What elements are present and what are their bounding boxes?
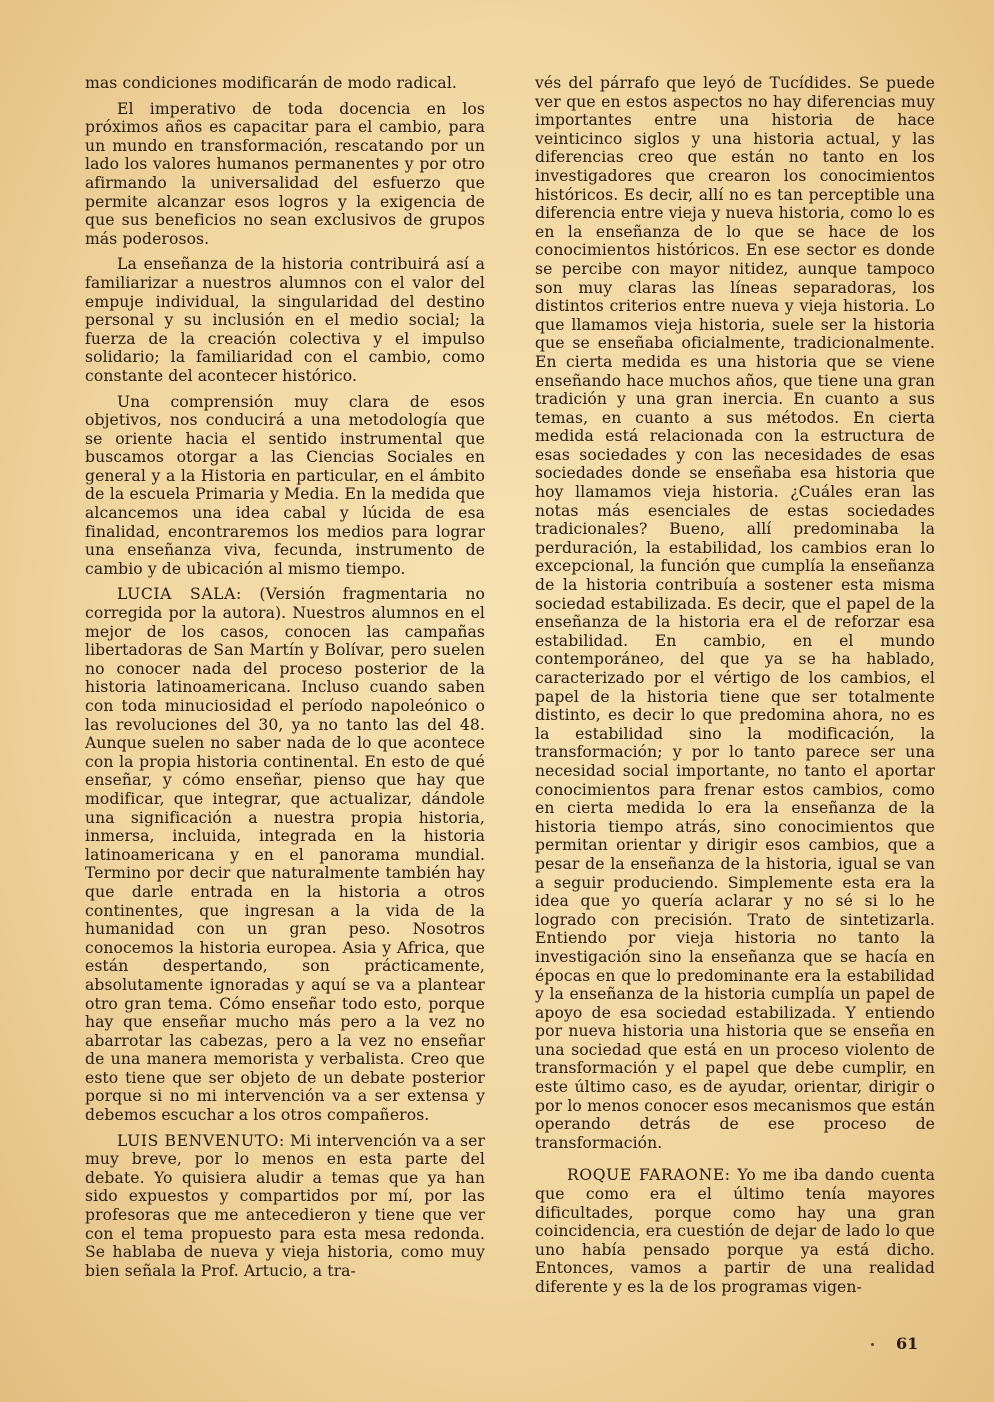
page-number-dot (871, 1343, 874, 1346)
paragraph: mas condiciones modificarán de modo radical. (85, 74, 457, 92)
speaker-paragraph-sala (85, 585, 485, 1124)
left-column (85, 74, 485, 1287)
paragraph: vés del párrafo que leyó de Tucídides. Se puede ver que en estos aspectos no hay diferencias muy importantes entre una historia de hace veinticinco siglos y una historia actual, y las diferencias creo que están no tanto en los investigadores que crearon los conocimientos históricos. Es decir, allí no es tan perceptible una diferencia entre vieja y nueva historia, como lo es en la enseñanza de lo que se hace de los conocimientos históricos. En ese sector es donde se percibe con mayor nitidez, aunque tampoco son muy claras las líneas separadoras, los distintos criterios entre nueva y vieja historia. Lo que llamamos vieja historia, suele ser la historia que se enseñaba oficialmente, tradicionalmente. En cierta medida es una historia que se viene enseñando hace muchos años, que tiene una gran tradición y una gran inercia. En cuanto a sus temas, en cuanto a sus métodos. En cierta medida está relacionada con la estructura de esas sociedades y con las necesidades de esas sociedades donde se enseñaba esa historia que hoy llamamos vieja historia. ¿Cuáles eran las notas más esenciales de estas sociedades tradicionales? Bueno, allí predominaba la perduración, la estabilidad, los cambios eran lo excepcional, la función que cumplía la enseñanza de la historia contribuía a sostener esta misma sociedad estabilizada. Es decir, que el papel de la enseñanza de la historia era el de reforzar esa estabilidad. En cambio, en el mundo contemporáneo, del que ya se ha hablado, caracterizado por el vértigo de los cambios, el papel de la historia tiene que ser totalmente distinto, es decir lo que predomina ahora, no es la estabilidad sino la modificación, la transformación; y por lo tanto parece ser una necesidad social importante, no tanto el aportar conocimientos para frenar estos cambios, como en cierta medida lo era la enseñanza de la historia tiempo atrás, sino conocimientos que permitan orientar y dirigir esos cambios, que a pesar de la enseñanza de la historia, igual se van a seguir produciendo. Simplemente esta era la idea que yo quería aclarar y no sé si lo he logrado con precisión. Trato de sintetizarla. Entiendo por vieja historia no tanto la investigación sino la enseñanza que se hacía en épocas en que lo predominante era la estabilidad y la enseñanza de la historia cumplía un papel de apoyo de esa sociedad estabilizada. Y entiendo por nueva historia una historia que se enseña en una sociedad que está en un proceso violento de transformación y el papel que debe cumplir, en este último caso, es de ayudar, orientar, dirigir o por lo menos conocer esos mecanismos que están operando detrás de ese proceso de transformación. (535, 74, 935, 1152)
speaker-text: (Versión fragmentaria no corregida por la autora). Nuestros alumnos en el mejor de los casos, conocen las campañas libertadoras de San Martín y Bolívar, pero suelen no conocer nada del proceso posterior de la historia latinoamericana. Incluso cuando saben con toda minuciosidad el período napoleónico o las revoluciones del 30, ya no tanto las del 48. Aunque suelen no saber nada de lo que acontece con la propia historia continental. En esto de qué enseñar, y cómo enseñar, pienso que hay que modificar, que integrar, que actualizar, dándole una significación a nuestra propia historia, inmersa, incluida, integrada en la historia latinoamericana y en el panorama mundial. Termino por decir que naturalmente también hay que darle entrada en la historia a otros continentes, que ingresan a la vida de la humanidad con un gran peso. Nosotros conocemos la historia europea. Asia y Africa, que están despertando, son prácticamente, absolutamente ignoradas y aquí se va a plantear otro gran tema. Cómo enseñar todo esto, porque hay que enseñar mucho más pero a la vez no abarrotar las cabezas, pero a la vez no enseñar de una manera memorista y verbalista. Creo que esto tiene que ser objeto de un debate posterior porque si no mi intervención va a ser extensa y debemos escuchar a los otros compañeros. (85, 585, 485, 1125)
speaker-name: LUCIA SALA: (117, 585, 242, 604)
page-number: 61 (896, 1334, 919, 1353)
speaker-text: Mi intervención va a ser muy breve, por lo menos en esta parte del debate. Yo quisiera aludir a temas que ya han sido expuestos y compartidos por mí, por las profesoras que me antecedieron y tiene que ver con el tema propuesto para esta mesa redonda. Se hablaba de nueva y vieja historia, como muy bien señala la Prof. Artucio, a tra- (85, 1131, 486, 1280)
speaker-text: Yo me iba dando cuenta que como era el último tenía mayores dificultades, porque como hay una gran coincidencia, era cuestión de dejar de lado lo que uno había pensado porque ya está dicho. Entonces, vamos a partir de una realidad diferente y es la de los programas vigen- (535, 1166, 935, 1296)
paragraph: La enseñanza de la historia contribuirá así a familiarizar a nuestros alumnos con el valor del empuje individual, la singularidad del destino personal y su inclusión en el medio social; la fuerza de la creación colectiva y el impulso solidario; la familiaridad con el cambio, como constante del acontecer histórico. (85, 255, 485, 385)
speaker-name: LUIS BENVENUTO: (117, 1131, 285, 1150)
paragraph: El imperativo de toda docencia en los próximos años es capacitar para el cambio, para un mundo en transformación, rescatando por un lado los valores humanos permanentes y por otro afirmando la universalidad del esfuerzo que permite alcanzar esos logros y la exigencia de que sus beneficios no sean exclusivos de grupos más poderosos. (85, 99, 485, 248)
speaker-paragraph-benvenuto (85, 1132, 485, 1281)
speaker-name: ROQUE FARAONE: (567, 1166, 731, 1185)
speaker-paragraph-faraone (535, 1166, 935, 1296)
paragraph: Una comprensión muy clara de esos objetivos, nos conducirá a una metodología que se oriente hacia el sentido instrumental que buscamos otorgar a las Ciencias Sociales en general y a la Historia en particular, en el ámbito de la escuela Primaria y Media. En la medida que alcancemos una idea cabal y lúcida de esa finalidad, encontraremos los medios para lograr una enseñanza viva, fecunda, instrumento de cambio y de ubicación al mismo tiempo. (85, 392, 485, 578)
right-column (535, 74, 935, 1304)
